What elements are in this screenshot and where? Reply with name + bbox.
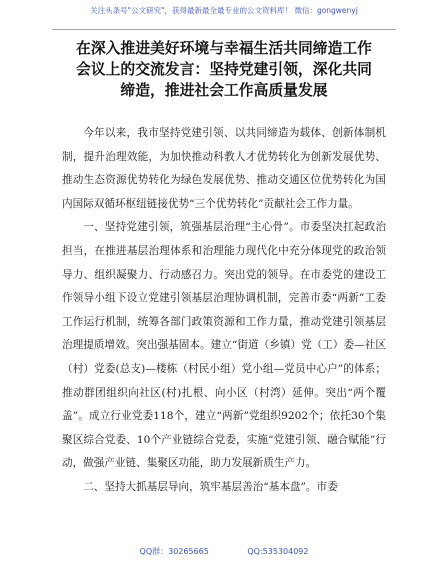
header-banner: 关注头条号"公文研究"，获得最新最全最专业的公文资料库！ 微信：gongwenyj	[90, 6, 358, 15]
paragraph: 今年以来，我市坚持党建引领、以共同缔造为载体、创新体制机制，提升治理效能，为加快推动科教人才优势转化为创新发展优势、推动生态资源优势转化为绿色发展优势、推动交通区位优势转化为国内国际双循环枢纽链接优势“三个优势转化”贡献社会工作力量。	[62, 127, 386, 210]
paragraph: 一、坚持党建引领，筑强基层治理“主心骨”。市委坚决扛起政治担当，在推进基层治理体系和治理能力现代化中充分体现党的政治领导力、组织凝聚力、行动感召力。突出党的领导。在市委党的建设工作领导小组下设立党建引领基层治理协调机制，完善市委“两新”工委工作运行机制，统筹各部门政策资源和工作力量，推动党建引领基层治理提质增效。突出强基固本。建立“街道（乡镇）党（工）委—社区（村）党委(总支)—楼栋（村民小组）党小组—党员中心户”的体系；推动群团组织向社区(村)扎根、向小区（村湾）延伸。突出“两个覆盖”。成立行业党委118个，建立“两新”党组织9202个；依托30个集聚区综合党委、10个产业链综合党委，实施“党建引领、融合赋能”行动，做强产业链、集聚区功能，助力发展新质生产力。	[62, 221, 386, 470]
document-title	[62, 38, 386, 101]
title-line: 在深入推进美好环境与幸福生活共同缔造工作	[76, 40, 372, 57]
header-divider	[52, 29, 396, 30]
paragraph: 二、坚持大抓基层导向，筑牢基层善治“基本盘”。市委	[83, 480, 338, 493]
document-body	[62, 122, 386, 500]
title-line: 会议上的交流发言：坚持党建引领，深化共同	[76, 61, 372, 78]
footer-contact	[0, 546, 448, 557]
footer-qq-group: QQ群：30265665	[139, 547, 209, 556]
title-line: 缔造，推进社会工作高质量发展	[120, 82, 328, 99]
footer-qq: QQ:535304092	[247, 547, 309, 556]
